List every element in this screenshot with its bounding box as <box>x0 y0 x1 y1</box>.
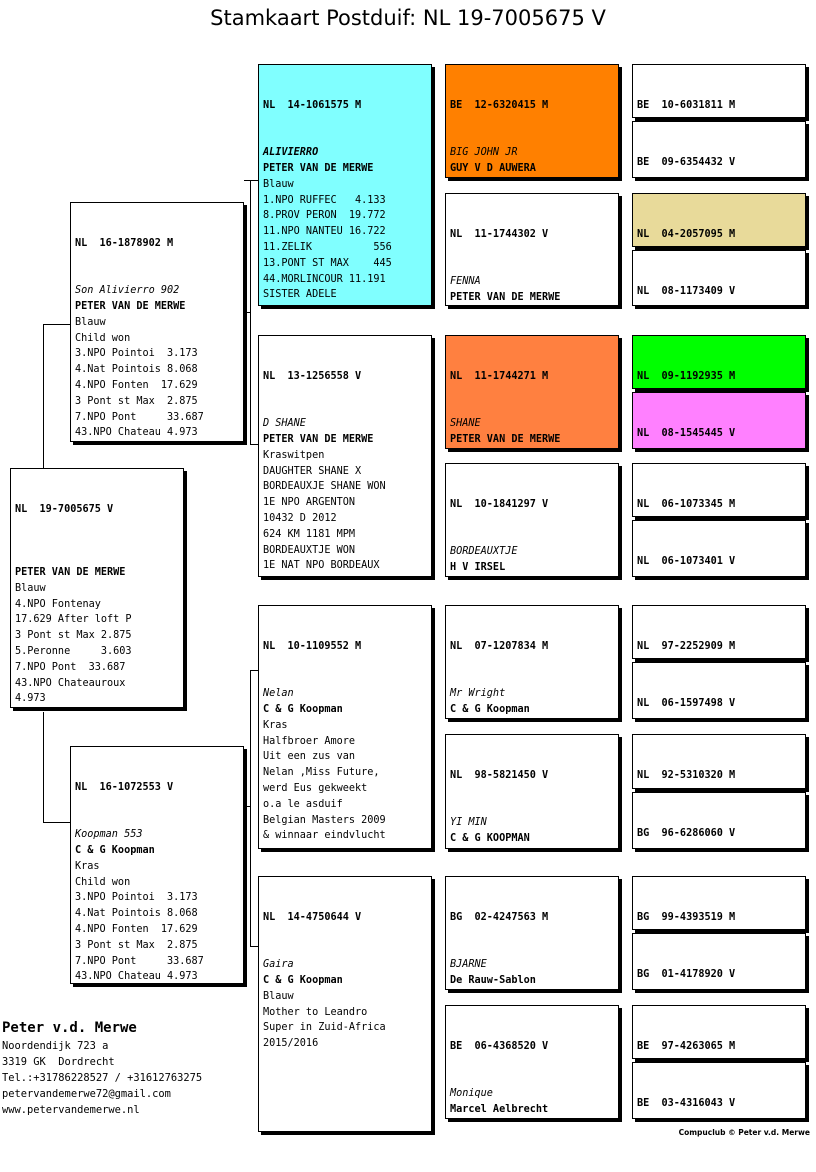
card-line: Nelan <box>263 688 294 700</box>
card-lines <box>450 686 618 719</box>
card-line: 7.NPO Pont 33.687 <box>75 411 204 423</box>
card-line: 10432 D 2012 <box>263 512 337 524</box>
card-line: C & G Koopman <box>263 703 343 715</box>
card-line: Nelan ,Miss Future, <box>263 767 380 779</box>
card-line: Kraswitpen <box>263 449 325 461</box>
ring-number: NL 16-1878902 M <box>75 237 174 249</box>
card-lines <box>75 283 243 442</box>
pedigree-card-ancestor <box>445 605 619 719</box>
card-line: PETER VAN DE MERWE <box>450 291 561 303</box>
ring-number: BE 12-6320415 M <box>450 99 549 111</box>
pedigree-card-ancestor <box>445 734 619 849</box>
card-line: C & G Koopman <box>263 974 343 986</box>
pedigree-card-ancestor <box>632 933 806 990</box>
ring-number: NL 09-1192935 M <box>637 370 736 382</box>
connector-line <box>43 324 44 468</box>
card-lines <box>450 1086 618 1119</box>
pedigree-card-ancestor <box>632 662 806 719</box>
card-line <box>450 1118 618 1119</box>
card-line <box>450 989 618 990</box>
card-lines <box>450 544 618 577</box>
ring-number: BG 01-4178920 V <box>637 968 736 980</box>
card-line: Blauw <box>263 178 294 190</box>
card-line: BORDEAUXTJE <box>450 546 518 558</box>
ring-number: BG 96-6286060 V <box>637 827 736 839</box>
card-line: Gaira <box>263 959 294 971</box>
card-line: 3 Pont st Max 2.875 <box>15 630 132 642</box>
card-line: 4.NPO Fontenay <box>15 598 101 610</box>
connector-line <box>250 670 258 671</box>
card-line: 4.NPO Fonten 17.629 <box>75 923 198 935</box>
card-line: De Rauw-Sablon <box>450 974 536 986</box>
card-line: Blauw <box>263 990 294 1002</box>
pedigree-card-grandsire <box>258 64 432 306</box>
ring-number: NL 04-2057095 M <box>637 228 736 240</box>
pedigree-card-ancestor <box>632 463 806 517</box>
pedigree-card-ancestor <box>632 1062 806 1119</box>
card-line: werd Eus gekweekt <box>263 782 368 794</box>
owner-website[interactable]: www.petervandemerwe.nl <box>2 1104 140 1116</box>
card-line: 44.MORLINCOUR 11.191 <box>263 273 386 285</box>
card-line: ALIVIERRO <box>263 147 319 159</box>
pedigree-card-grandsire <box>258 605 432 849</box>
card-lines <box>450 145 618 178</box>
ring-number: NL 11-1744271 M <box>450 370 549 382</box>
ring-number: NL 08-1173409 V <box>637 285 736 297</box>
card-line: C & G Koopman <box>75 844 155 856</box>
card-line: Kras <box>75 860 100 872</box>
card-lines <box>450 815 618 849</box>
card-line: Monique <box>450 1088 493 1100</box>
card-lines <box>15 549 183 708</box>
ring-number: BE 09-6354432 V <box>637 156 736 168</box>
connector-line <box>250 180 251 444</box>
card-line: 4.NPO Fonten 17.629 <box>75 379 198 391</box>
card-line: Halfbroer Amore <box>263 735 356 747</box>
card-lines <box>263 416 431 577</box>
card-line <box>15 707 183 708</box>
card-line: Mr Wright <box>450 688 506 700</box>
card-line: 4.Nat Pointois 8.068 <box>75 364 198 376</box>
card-line: PETER VAN DE MERWE <box>263 162 374 174</box>
pedigree-card-ancestor <box>632 520 806 577</box>
card-line: 43.NPO Chateau 4.973 <box>75 971 198 983</box>
pedigree-card-ancestor <box>445 64 619 178</box>
ring-number: BE 03-4316043 V <box>637 1097 736 1109</box>
card-line: BORDEAUXJE SHANE WON <box>263 481 386 493</box>
footer-credit: Compuclub © Peter v.d. Merwe <box>678 1128 810 1137</box>
ring-number: NL 07-1207834 M <box>450 640 549 652</box>
card-line <box>450 576 618 577</box>
card-lines <box>450 416 618 449</box>
ring-number: NL 97-2252909 M <box>637 640 736 652</box>
card-line <box>450 847 618 849</box>
card-line: 1E NPO ARGENTON <box>263 497 356 509</box>
card-line: FENNA <box>450 276 481 288</box>
card-lines <box>263 686 431 844</box>
card-line: C & G Koopman <box>450 703 530 715</box>
card-line <box>75 441 243 442</box>
connector-line <box>244 180 258 181</box>
card-line: 4.973 <box>15 693 46 705</box>
card-line: Marcel Aelbrecht <box>450 1103 549 1115</box>
pedigree-card-ancestor <box>632 1005 806 1059</box>
card-line: Child won <box>75 332 131 344</box>
pedigree-card-ancestor <box>445 876 619 990</box>
pedigree-card-ancestor <box>445 463 619 577</box>
card-line: 3 Pont st Max 2.875 <box>75 939 198 951</box>
card-line <box>450 448 618 449</box>
card-line: C & G KOOPMAN <box>450 832 530 844</box>
ring-number: NL 14-1061575 M <box>263 99 362 111</box>
owner-address-line: Noordendijk 723 a <box>2 1040 109 1052</box>
card-line: 43.NPO Chateau 4.973 <box>75 427 198 439</box>
pedigree-card-ancestor <box>632 392 806 449</box>
owner-contact-block <box>2 1018 202 1118</box>
connector-line <box>250 946 258 947</box>
card-line: 4.Nat Pointois 8.068 <box>75 908 198 920</box>
card-line: Belgian Masters 2009 <box>263 814 386 826</box>
pedigree-card-ancestor <box>632 605 806 659</box>
card-line: D SHANE <box>263 418 306 430</box>
connector-line <box>43 712 44 822</box>
card-line: 8.PROV PERON 19.772 <box>263 210 386 222</box>
card-lines <box>450 957 618 990</box>
card-line: & winnaar eindvlucht <box>263 830 386 842</box>
ring-number: NL 98-5821450 V <box>450 769 549 781</box>
ring-number: NL 14-4750644 V <box>263 911 362 923</box>
card-lines <box>450 274 618 306</box>
pedigree-card-ancestor <box>632 250 806 306</box>
card-lines <box>75 827 243 984</box>
ring-number: NL 13-1256558 V <box>263 370 362 382</box>
owner-address-line: 3319 GK Dordrecht <box>2 1056 115 1068</box>
pedigree-card-ancestor <box>632 335 806 389</box>
card-line <box>450 718 618 719</box>
pedigree-card-sire <box>70 202 244 442</box>
card-lines <box>263 957 431 1052</box>
pedigree-card-subject <box>10 468 184 708</box>
ring-number: NL 10-1841297 V <box>450 498 549 510</box>
card-line: 3.NPO Pointoi 3.173 <box>75 892 198 904</box>
card-line <box>263 303 431 306</box>
card-line: SHANE <box>450 418 481 430</box>
card-line <box>15 549 183 565</box>
card-line: 43.NPO Chateauroux <box>15 677 126 689</box>
card-line: PETER VAN DE MERWE <box>75 300 186 312</box>
card-line: Mother to Leandro <box>263 1006 368 1018</box>
pedigree-card-ancestor <box>445 335 619 449</box>
card-line: Kras <box>263 719 288 731</box>
owner-email[interactable]: petervandemerwe72@gmail.com <box>2 1088 171 1100</box>
connector-line <box>250 670 251 946</box>
pedigree-card-ancestor <box>445 193 619 306</box>
pedigree-card-ancestor <box>632 876 806 930</box>
pedigree-card-ancestor <box>632 121 806 178</box>
connector-line <box>250 444 258 445</box>
card-line: 3 Pont st Max 2.875 <box>75 395 198 407</box>
card-line: Super in Zuid-Africa <box>263 1022 386 1034</box>
pedigree-card-ancestor <box>632 193 806 247</box>
card-line: 1.NPO RUFFEC 4.133 <box>263 194 386 206</box>
pedigree-card-ancestor <box>632 64 806 118</box>
card-line: H V IRSEL <box>450 561 506 573</box>
connector-line <box>244 312 250 313</box>
owner-phone: Tel.:+31786228527 / +31612763275 <box>2 1072 203 1084</box>
card-line: 3.NPO Pointoi 3.173 <box>75 348 198 360</box>
ring-number: NL 92-5310320 M <box>637 769 736 781</box>
card-line: Uit een zus van <box>263 751 356 763</box>
ring-number: NL 06-1073401 V <box>637 555 736 567</box>
ring-number: NL 16-1072553 V <box>75 781 174 793</box>
pedigree-card-granddam <box>258 876 432 1132</box>
pedigree-card-dam <box>70 746 244 984</box>
card-line: 11.NPO NANTEU 16.722 <box>263 226 386 238</box>
page-title: Stamkaart Postduif: NL 19-7005675 V <box>210 6 606 30</box>
card-line <box>263 574 431 577</box>
card-line: Koopman 553 <box>75 829 143 841</box>
card-line: YI MIN <box>450 817 487 829</box>
card-line: BIG JOHN JR <box>450 147 518 159</box>
ring-number: BE 06-4368520 V <box>450 1040 549 1052</box>
connector-line <box>43 324 71 325</box>
card-lines <box>263 145 431 306</box>
card-line: GUY V D AUWERA <box>450 162 536 174</box>
ring-number: NL 10-1109552 M <box>263 640 362 652</box>
card-line: BJARNE <box>450 959 487 971</box>
ring-number: BG 99-4393519 M <box>637 911 736 923</box>
card-line: o.a le asduif <box>263 798 343 810</box>
pedigree-card-ancestor <box>632 792 806 849</box>
ring-number: NL 08-1545445 V <box>637 427 736 439</box>
card-line: 17.629 After loft P <box>15 614 132 626</box>
card-line: PETER VAN DE MERWE <box>263 433 374 445</box>
card-line: 7.NPO Pont 33.687 <box>75 955 204 967</box>
card-line: 1E NAT NPO BORDEAUX <box>263 560 380 572</box>
ring-number: NL 06-1597498 V <box>637 697 736 709</box>
card-line: SISTER ADELE <box>263 289 337 301</box>
card-line: 13.PONT ST MAX 445 <box>263 257 392 269</box>
card-line: Son Alivierro 902 <box>75 285 180 297</box>
card-line: PETER VAN DE MERWE <box>450 433 561 445</box>
ring-number: NL 06-1073345 M <box>637 498 736 510</box>
card-line: Blauw <box>75 316 106 328</box>
card-line: 624 KM 1181 MPM <box>263 528 356 540</box>
card-line: 2015/2016 <box>263 1038 319 1050</box>
card-line <box>450 177 618 178</box>
ring-number: BG 02-4247563 M <box>450 911 549 923</box>
ring-number: BE 10-6031811 M <box>637 99 736 111</box>
card-line: Child won <box>75 876 131 888</box>
card-line: PETER VAN DE MERWE <box>15 566 126 578</box>
pedigree-card-granddam <box>258 335 432 577</box>
pedigree-card-ancestor <box>632 734 806 789</box>
connector-line <box>43 822 71 823</box>
card-line: BORDEAUXTJE WON <box>263 544 356 556</box>
card-line: Blauw <box>15 582 46 594</box>
ring-number: NL 19-7005675 V <box>15 503 114 515</box>
card-line: 11.ZELIK 556 <box>263 241 392 253</box>
pedigree-card-ancestor <box>445 1005 619 1119</box>
connector-line <box>244 806 250 807</box>
card-line: DAUGHTER SHANE X <box>263 465 362 477</box>
card-line: 7.NPO Pont 33.687 <box>15 661 126 673</box>
card-line: 5.Peronne 3.603 <box>15 645 132 657</box>
ring-number: BE 97-4263065 M <box>637 1040 736 1052</box>
owner-name: Peter v.d. Merwe <box>2 1020 137 1036</box>
ring-number: NL 11-1744302 V <box>450 228 549 240</box>
